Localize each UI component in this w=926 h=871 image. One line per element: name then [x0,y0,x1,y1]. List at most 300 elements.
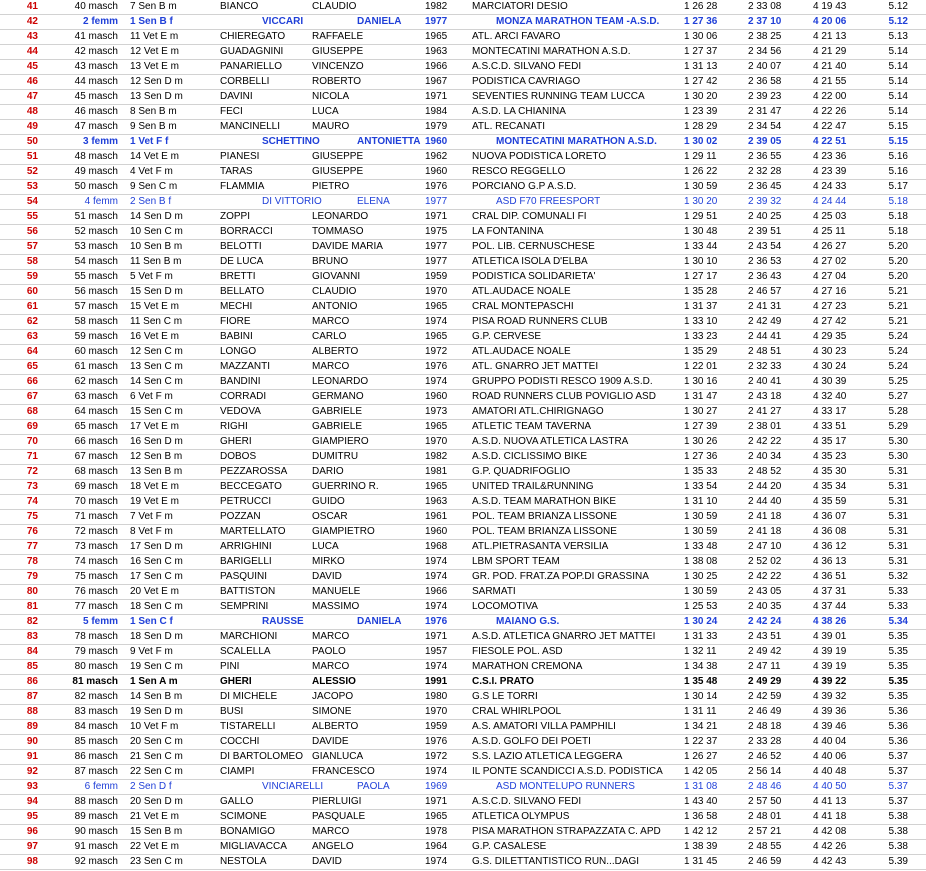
gender-rank-cell: 80 masch [74,661,118,672]
category-rank-cell: 7 Sen B m [130,1,177,12]
result-row [0,555,926,570]
pace-cell: 5.32 [888,571,908,582]
team-cell: A.S.D. ATLETICA GNARRO JET MATTEI [472,631,656,642]
gender-rank-cell: 46 masch [74,106,118,117]
team-cell: G.S LE TORRI [472,691,538,702]
birth-year-cell: 1960 [425,136,448,147]
split-time-2-cell: 2 39 23 [748,91,782,102]
team-cell: A.S.C.D. SILVANO FEDI [472,61,582,72]
overall-position-cell: 56 [26,226,38,237]
overall-position-cell: 65 [26,361,38,372]
birth-year-cell: 1974 [425,571,448,582]
overall-position-cell: 49 [26,121,38,132]
gender-rank-cell: 89 masch [74,811,118,822]
team-cell: ROAD RUNNERS CLUB POVIGLIO ASD [472,391,656,402]
surname-cell: GHERI [220,436,252,447]
gender-rank-cell: 65 masch [74,421,118,432]
surname-cell: PIANESI [220,151,260,162]
finish-time-cell: 4 36 12 [813,541,847,552]
split-time-2-cell: 2 48 51 [748,346,782,357]
team-cell: G.S. DILETTANTISTICO RUN...DAGI [472,856,640,867]
first-name-cell: MARCO [312,661,350,672]
result-row [0,120,926,135]
pace-cell: 5.33 [888,601,908,612]
overall-position-cell: 68 [26,406,38,417]
gender-rank-cell: 51 masch [74,211,118,222]
split-time-2-cell: 2 44 20 [748,481,782,492]
split-time-1-cell: 1 38 08 [684,556,718,567]
overall-position-cell: 57 [26,241,38,252]
team-cell: FIESOLE POL. ASD [472,646,563,657]
split-time-1-cell: 1 27 36 [684,451,718,462]
finish-time-cell: 4 21 55 [813,76,847,87]
category-rank-cell: 13 Sen C m [130,361,183,372]
birth-year-cell: 1964 [425,841,448,852]
surname-cell: RAUSSE [262,616,304,627]
pace-cell: 5.14 [888,61,908,72]
team-cell: ATL. RECANATI [472,121,545,132]
result-row [0,180,926,195]
split-time-2-cell: 2 41 31 [748,301,782,312]
split-time-2-cell: 2 57 21 [748,826,782,837]
gender-rank-cell: 77 masch [74,601,118,612]
split-time-2-cell: 2 49 29 [748,676,782,687]
birth-year-cell: 1978 [425,826,448,837]
split-time-1-cell: 1 30 02 [684,136,718,147]
first-name-cell: GIANLUCA [312,751,364,762]
category-rank-cell: 14 Vet E m [130,151,179,162]
first-name-cell: ROBERTO [312,76,362,87]
surname-cell: MANCINELLI [220,121,281,132]
result-row [0,495,926,510]
birth-year-cell: 1972 [425,346,448,357]
pace-cell: 5.37 [888,796,908,807]
first-name-cell: DANIELA [357,616,402,627]
gender-rank-cell: 45 masch [74,91,118,102]
overall-position-cell: 51 [26,151,38,162]
pace-cell: 5.18 [888,211,908,222]
result-row [0,630,926,645]
split-time-2-cell: 2 31 47 [748,106,782,117]
birth-year-cell: 1965 [425,331,448,342]
first-name-cell: LUCA [312,106,339,117]
pace-cell: 5.30 [888,436,908,447]
finish-time-cell: 4 35 30 [813,466,847,477]
pace-cell: 5.38 [888,841,908,852]
pace-cell: 5.17 [888,181,908,192]
pace-cell: 5.14 [888,76,908,87]
split-time-2-cell: 2 42 24 [748,616,782,627]
split-time-1-cell: 1 38 39 [684,841,718,852]
birth-year-cell: 1966 [425,586,448,597]
first-name-cell: PIETRO [312,181,350,192]
surname-cell: GUADAGNINI [220,46,284,57]
finish-time-cell: 4 21 29 [813,46,847,57]
birth-year-cell: 1959 [425,721,448,732]
surname-cell: GHERI [220,676,252,687]
overall-position-cell: 59 [26,271,38,282]
split-time-2-cell: 2 32 33 [748,361,782,372]
team-cell: G.P. CASALESE [472,841,547,852]
result-row [0,30,926,45]
category-rank-cell: 19 Sen C m [130,661,183,672]
finish-time-cell: 4 40 50 [813,781,847,792]
split-time-2-cell: 2 42 22 [748,436,782,447]
surname-cell: FECI [220,106,243,117]
first-name-cell: ALESSIO [312,676,356,687]
team-cell: A.S. AMATORI VILLA PAMPHILI [472,721,616,732]
team-cell: ATL. GNARRO JET MATTEI [472,361,599,372]
overall-position-cell: 96 [26,826,38,837]
finish-time-cell: 4 21 40 [813,61,847,72]
birth-year-cell: 1980 [425,691,448,702]
overall-position-cell: 87 [26,691,38,702]
gender-rank-cell: 74 masch [74,556,118,567]
first-name-cell: PAOLO [312,646,346,657]
surname-cell: PASQUINI [220,571,268,582]
finish-time-cell: 4 42 26 [813,841,847,852]
overall-position-cell: 95 [26,811,38,822]
birth-year-cell: 1976 [425,181,448,192]
category-rank-cell: 10 Sen C m [130,226,183,237]
result-row [0,465,926,480]
first-name-cell: ALBERTO [312,346,359,357]
team-cell: MARCIATORI DESIO [472,1,568,12]
gender-rank-cell: 86 masch [74,751,118,762]
first-name-cell: PASQUALE [312,811,366,822]
finish-time-cell: 4 35 59 [813,496,847,507]
first-name-cell: MANUELE [312,586,361,597]
team-cell: SEVENTIES RUNNING TEAM LUCCA [472,91,645,102]
team-cell: PISA MARATHON STRAPAZZATA C. APD [472,826,661,837]
gender-rank-cell: 47 masch [74,121,118,132]
split-time-1-cell: 1 26 27 [684,751,718,762]
finish-time-cell: 4 27 02 [813,256,847,267]
gender-rank-cell: 82 masch [74,691,118,702]
birth-year-cell: 1971 [425,211,448,222]
surname-cell: VINCIARELLI [262,781,324,792]
overall-position-cell: 74 [26,496,38,507]
birth-year-cell: 1976 [425,361,448,372]
category-rank-cell: 13 Sen B m [130,466,183,477]
team-cell: LBM SPORT TEAM [472,556,560,567]
gender-rank-cell: 61 masch [74,361,118,372]
split-time-1-cell: 1 27 39 [684,421,718,432]
pace-cell: 5.31 [888,511,908,522]
finish-time-cell: 4 39 32 [813,691,847,702]
result-row [0,855,926,870]
category-rank-cell: 14 Sen B m [130,691,183,702]
birth-year-cell: 1963 [425,46,448,57]
first-name-cell: DAVID [312,571,342,582]
result-row [0,510,926,525]
result-row [0,585,926,600]
surname-cell: MECHI [220,301,253,312]
overall-position-cell: 55 [26,211,38,222]
result-row [0,675,926,690]
overall-position-cell: 83 [26,631,38,642]
category-rank-cell: 2 Sen D f [130,781,172,792]
team-cell: ASD MONTELUPO RUNNERS [496,781,635,792]
birth-year-cell: 1974 [425,766,448,777]
category-rank-cell: 17 Sen D m [130,541,183,552]
first-name-cell: PIERLUIGI [312,796,362,807]
gender-rank-cell: 52 masch [74,226,118,237]
gender-rank-cell: 68 masch [74,466,118,477]
category-rank-cell: 2 Sen B f [130,196,172,207]
pace-cell: 5.31 [888,496,908,507]
overall-position-cell: 46 [26,76,38,87]
team-cell: MONTECATINI MARATHON A.S.D. [472,46,631,57]
overall-position-cell: 80 [26,586,38,597]
split-time-1-cell: 1 35 48 [684,676,718,687]
finish-time-cell: 4 37 31 [813,586,847,597]
split-time-2-cell: 2 48 55 [748,841,782,852]
split-time-2-cell: 2 36 55 [748,151,782,162]
split-time-2-cell: 2 47 10 [748,541,782,552]
category-rank-cell: 12 Sen D m [130,76,183,87]
team-cell: SARMATI [472,586,516,597]
first-name-cell: CARLO [312,331,347,342]
team-cell: ATL.PIETRASANTA VERSILIA [472,541,609,552]
gender-rank-cell: 71 masch [74,511,118,522]
finish-time-cell: 4 20 06 [813,16,847,27]
category-rank-cell: 16 Sen C m [130,556,183,567]
team-cell: A.S.D. TEAM MARATHON BIKE [472,496,617,507]
first-name-cell: GIUSEPPE [312,166,364,177]
finish-time-cell: 4 39 22 [813,676,847,687]
overall-position-cell: 48 [26,106,38,117]
split-time-2-cell: 2 40 35 [748,601,782,612]
split-time-1-cell: 1 29 51 [684,211,718,222]
overall-position-cell: 64 [26,346,38,357]
split-time-2-cell: 2 48 01 [748,811,782,822]
finish-time-cell: 4 36 13 [813,556,847,567]
category-rank-cell: 17 Sen C m [130,571,183,582]
pace-cell: 5.21 [888,286,908,297]
result-row [0,480,926,495]
result-row [0,825,926,840]
birth-year-cell: 1981 [425,466,448,477]
pace-cell: 5.35 [888,691,908,702]
split-time-1-cell: 1 30 59 [684,511,718,522]
pace-cell: 5.35 [888,661,908,672]
gender-rank-cell: 63 masch [74,391,118,402]
first-name-cell: GERMANO [312,391,364,402]
first-name-cell: DAVID [312,856,342,867]
first-name-cell: CLAUDIO [312,286,357,297]
split-time-1-cell: 1 28 29 [684,121,718,132]
finish-time-cell: 4 22 26 [813,106,847,117]
result-row [0,75,926,90]
surname-cell: FLAMMIA [220,181,265,192]
overall-position-cell: 73 [26,481,38,492]
team-cell: LA FONTANINA [472,226,544,237]
birth-year-cell: 1974 [425,661,448,672]
category-rank-cell: 18 Sen C m [130,601,183,612]
overall-position-cell: 75 [26,511,38,522]
finish-time-cell: 4 27 42 [813,316,847,327]
pace-cell: 5.35 [888,631,908,642]
pace-cell: 5.31 [888,466,908,477]
surname-cell: POZZAN [220,511,261,522]
team-cell: ATLETIC TEAM TAVERNA [472,421,592,432]
team-cell: PODISTICA SOLIDARIETA' [472,271,596,282]
finish-time-cell: 4 39 19 [813,646,847,657]
birth-year-cell: 1957 [425,646,448,657]
first-name-cell: MASSIMO [312,601,360,612]
split-time-2-cell: 2 47 11 [748,661,781,672]
surname-cell: SCIMONE [220,811,267,822]
category-rank-cell: 1 Vet F f [130,136,169,147]
category-rank-cell: 21 Vet E m [130,811,179,822]
finish-time-cell: 4 27 23 [813,301,847,312]
split-time-1-cell: 1 30 06 [684,31,718,42]
split-time-2-cell: 2 46 49 [748,706,782,717]
pace-cell: 5.35 [888,676,908,687]
overall-position-cell: 44 [26,46,38,57]
gender-rank-cell: 50 masch [74,181,118,192]
result-row [0,600,926,615]
category-rank-cell: 5 Vet F m [130,271,173,282]
pace-cell: 5.13 [888,31,908,42]
first-name-cell: MIRKO [312,556,345,567]
pace-cell: 5.20 [888,241,908,252]
split-time-2-cell: 2 38 25 [748,31,782,42]
result-row [0,690,926,705]
gender-rank-cell: 66 masch [74,436,118,447]
finish-time-cell: 4 41 18 [813,811,847,822]
first-name-cell: MARCO [312,361,350,372]
category-rank-cell: 20 Vet E m [130,586,179,597]
surname-cell: SEMPRINI [220,601,269,612]
split-time-1-cell: 1 30 24 [684,616,718,627]
overall-position-cell: 98 [26,856,38,867]
surname-cell: COCCHI [220,736,260,747]
pace-cell: 5.29 [888,421,908,432]
team-cell: A.S.D. LA CHIANINA [472,106,566,117]
surname-cell: BIANCO [220,1,259,12]
split-time-2-cell: 2 46 59 [748,856,782,867]
finish-time-cell: 4 39 01 [813,631,847,642]
category-rank-cell: 15 Sen D m [130,286,183,297]
finish-time-cell: 4 40 04 [813,736,847,747]
birth-year-cell: 1971 [425,796,448,807]
result-row [0,405,926,420]
team-cell: G.P. QUADRIFOGLIO [472,466,571,477]
category-rank-cell: 7 Vet F m [130,511,173,522]
split-time-2-cell: 2 41 27 [748,406,782,417]
finish-time-cell: 4 22 00 [813,91,847,102]
team-cell: ATLETICA OLYMPUS [472,811,570,822]
result-row [0,720,926,735]
birth-year-cell: 1974 [425,376,448,387]
split-time-2-cell: 2 40 25 [748,211,782,222]
split-time-2-cell: 2 36 53 [748,256,782,267]
pace-cell: 5.28 [888,406,908,417]
overall-position-cell: 66 [26,376,38,387]
first-name-cell: DAVIDE MARIA [312,241,383,252]
category-rank-cell: 13 Vet E m [130,61,179,72]
category-rank-cell: 9 Sen B m [130,121,177,132]
team-cell: POL. TEAM BRIANZA LISSONE [472,526,617,537]
overall-position-cell: 86 [26,676,38,687]
surname-cell: VEDOVA [220,406,261,417]
birth-year-cell: 1991 [425,676,448,687]
surname-cell: DI VITTORIO [262,196,322,207]
gender-rank-cell: 85 masch [74,736,118,747]
result-row [0,795,926,810]
first-name-cell: GABRIELE [312,406,363,417]
finish-time-cell: 4 22 47 [813,121,847,132]
team-cell: S.S. LAZIO ATLETICA LEGGERA [472,751,623,762]
result-row [0,735,926,750]
birth-year-cell: 1965 [425,301,448,312]
birth-year-cell: 1960 [425,526,448,537]
finish-time-cell: 4 23 36 [813,151,847,162]
result-row [0,15,926,30]
result-row [0,660,926,675]
pace-cell: 5.16 [888,151,908,162]
category-rank-cell: 9 Sen C m [130,181,178,192]
team-cell: POL. LIB. CERNUSCHESE [472,241,595,252]
finish-time-cell: 4 25 11 [813,226,846,237]
pace-cell: 5.31 [888,526,908,537]
category-rank-cell: 15 Vet E m [130,301,179,312]
team-cell: ATL.AUDACE NOALE [472,346,571,357]
split-time-1-cell: 1 31 11 [684,706,717,717]
split-time-1-cell: 1 31 47 [684,391,718,402]
finish-time-cell: 4 39 46 [813,721,847,732]
finish-time-cell: 4 23 39 [813,166,847,177]
surname-cell: CIAMPI [220,766,255,777]
gender-rank-cell: 3 femm [82,136,118,147]
split-time-2-cell: 2 46 52 [748,751,782,762]
split-time-1-cell: 1 30 48 [684,226,718,237]
first-name-cell: MARCO [312,631,350,642]
result-row [0,45,926,60]
birth-year-cell: 1977 [425,16,448,27]
pace-cell: 5.24 [888,361,908,372]
finish-time-cell: 4 33 51 [813,421,847,432]
result-row [0,300,926,315]
birth-year-cell: 1974 [425,556,448,567]
first-name-cell: ELENA [357,196,390,207]
pace-cell: 5.31 [888,481,908,492]
surname-cell: FIORE [220,316,251,327]
overall-position-cell: 53 [26,181,38,192]
first-name-cell: NICOLA [312,91,350,102]
split-time-1-cell: 1 31 45 [684,856,718,867]
gender-rank-cell: 78 masch [74,631,118,642]
finish-time-cell: 4 36 08 [813,526,847,537]
overall-position-cell: 81 [26,601,38,612]
split-time-1-cell: 1 25 53 [684,601,718,612]
split-time-1-cell: 1 30 20 [684,196,718,207]
gender-rank-cell: 88 masch [74,796,118,807]
birth-year-cell: 1977 [425,241,448,252]
split-time-1-cell: 1 35 33 [684,466,718,477]
split-time-2-cell: 2 36 43 [748,271,782,282]
gender-rank-cell: 69 masch [74,481,118,492]
split-time-1-cell: 1 34 21 [684,721,718,732]
result-row [0,780,926,795]
category-rank-cell: 14 Sen D m [130,211,183,222]
finish-time-cell: 4 24 33 [813,181,847,192]
first-name-cell: CLAUDIO [312,1,357,12]
pace-cell: 5.36 [888,736,908,747]
category-rank-cell: 13 Sen D m [130,91,183,102]
